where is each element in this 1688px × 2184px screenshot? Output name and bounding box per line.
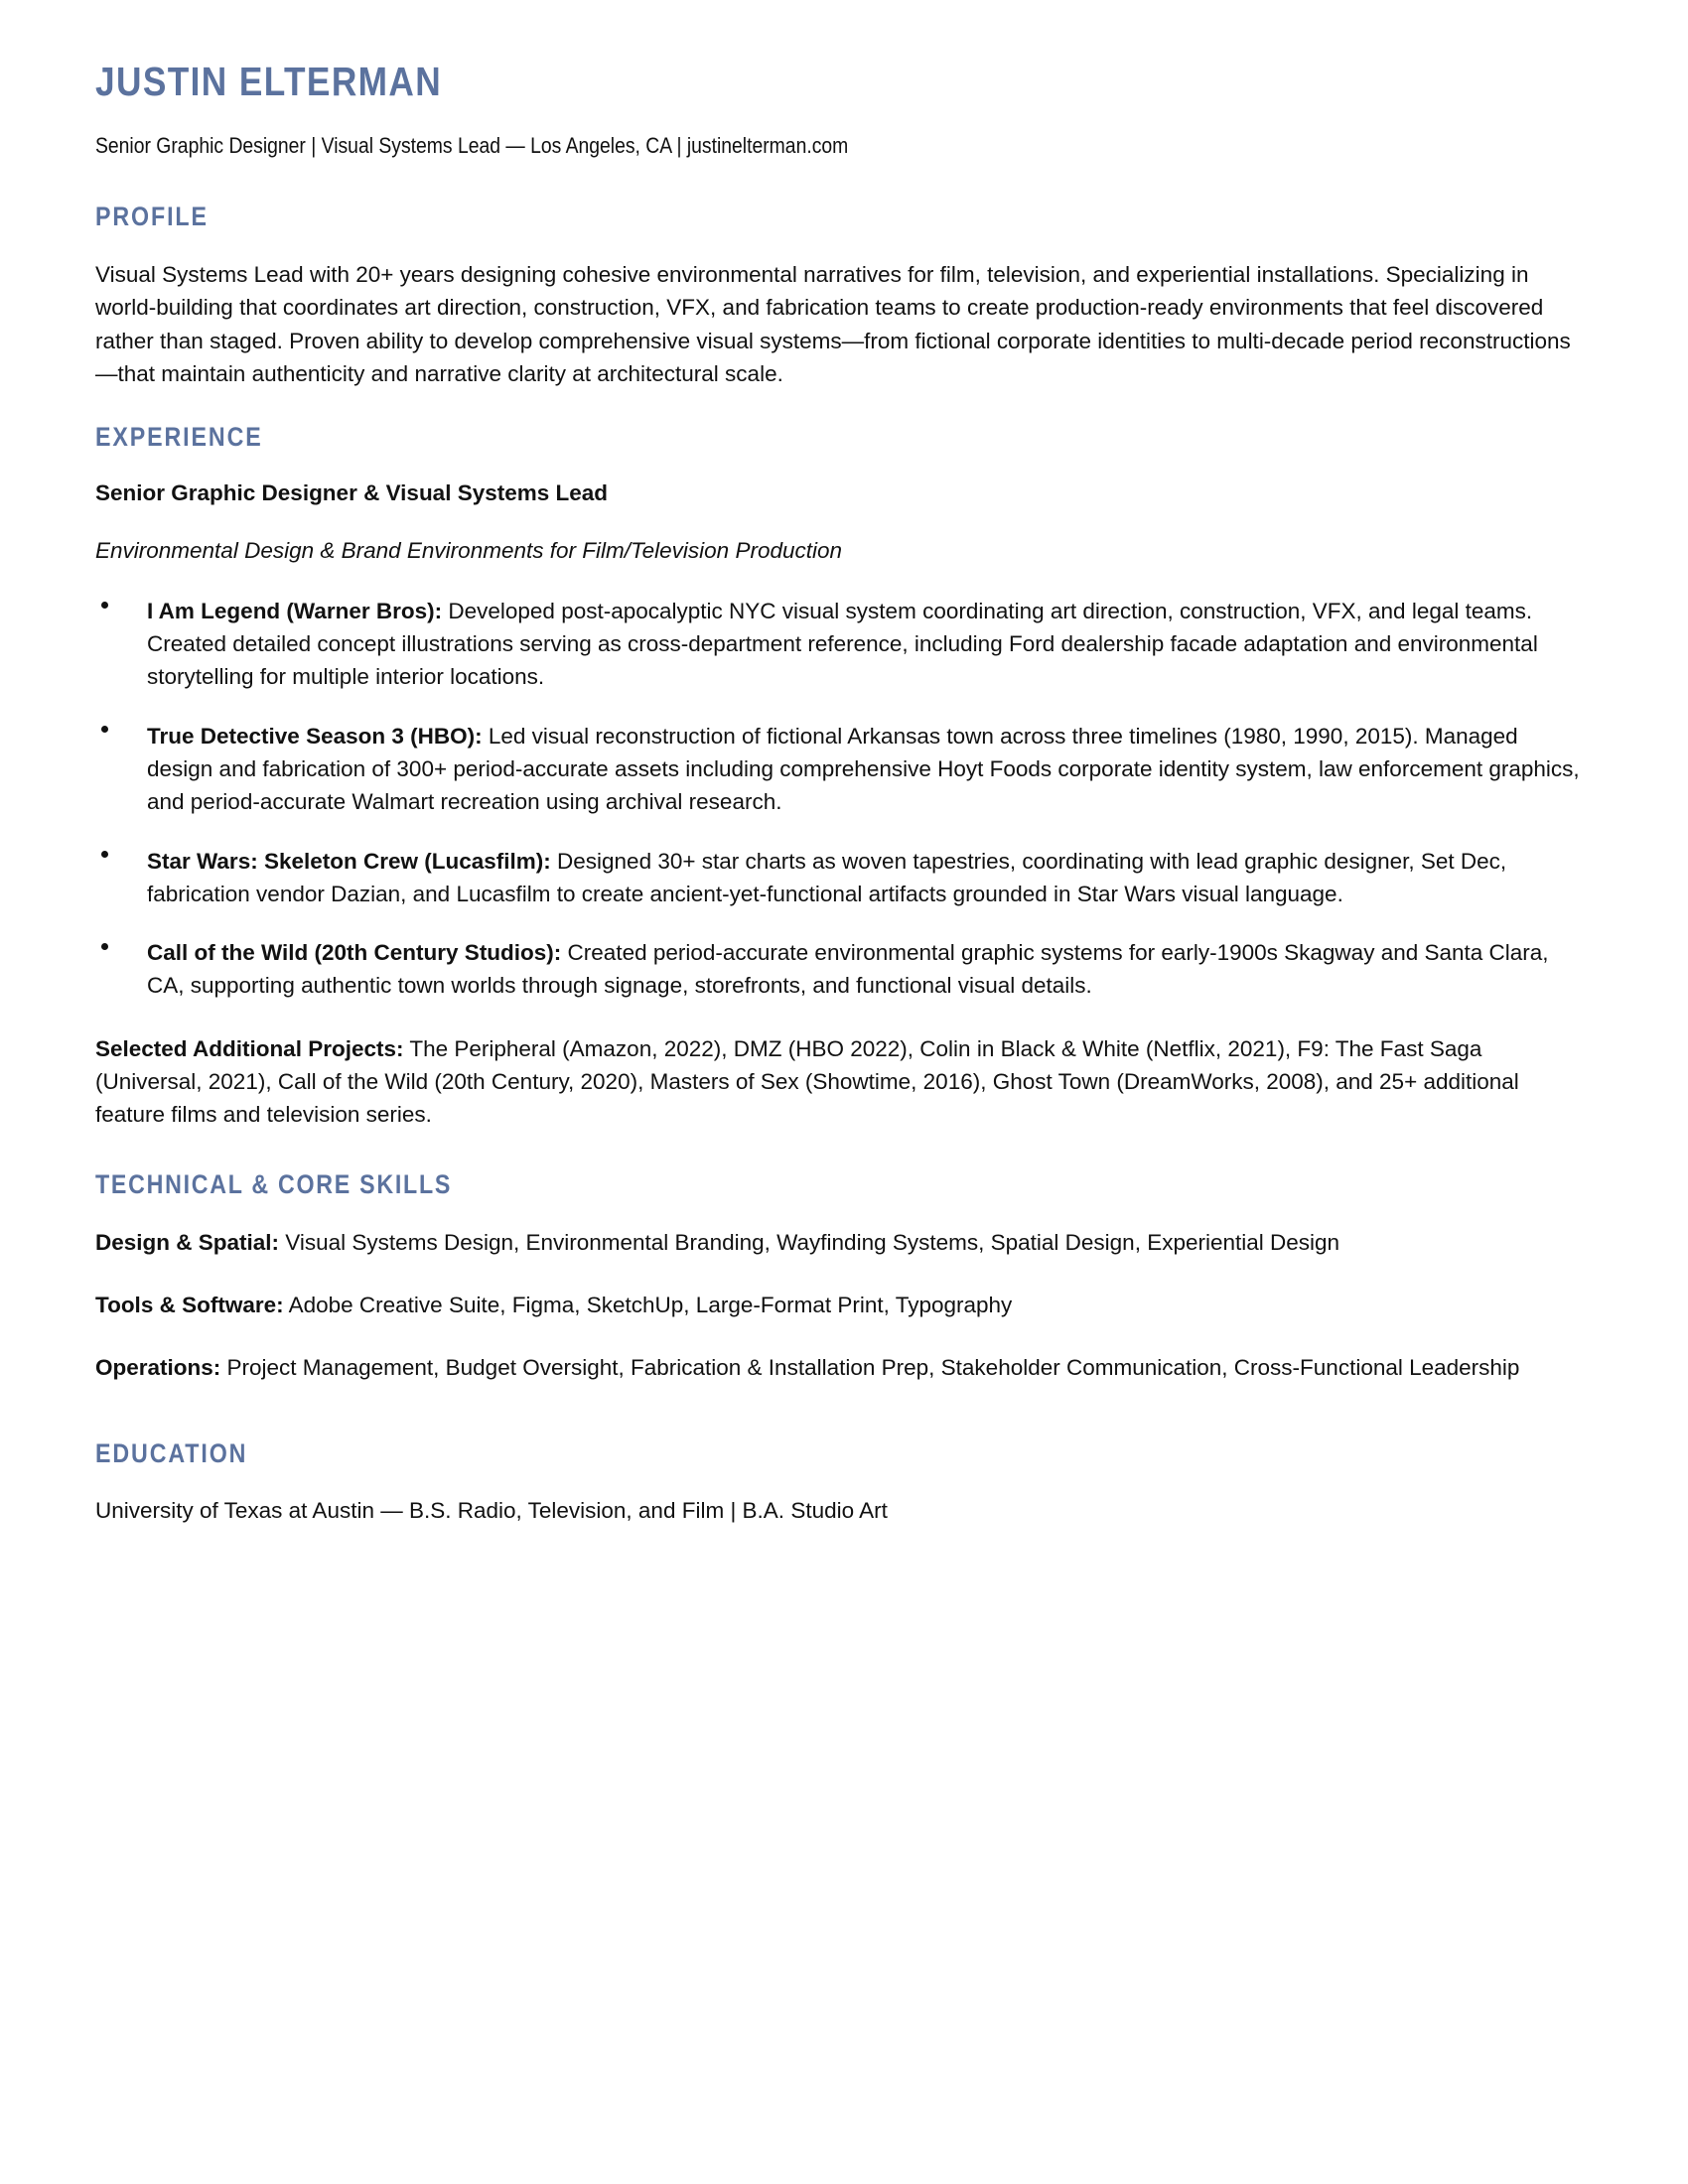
bullet-lead-label: I Am Legend (Warner Bros): bbox=[147, 598, 443, 623]
section-heading-education bbox=[95, 1437, 1589, 1468]
skill-group-design-spatial bbox=[95, 1226, 1585, 1259]
experience-bullet-item bbox=[95, 936, 1589, 1003]
bullet-body-text: Developed post-apocalyptic NYC visual system coordinating art direction, construction, VFX, and legal teams. Created detailed concept illustrations serving as cross-department reference, including Ford dealership facade adaptation and environmental storytelling for multiple interior locations. bbox=[147, 598, 1538, 690]
additional-projects-label: Selected Additional Projects: bbox=[95, 1035, 404, 1061]
section-heading-profile bbox=[95, 204, 1589, 230]
experience-bullet-list bbox=[95, 595, 1589, 1003]
bullet-lead-label: True Detective Season 3 (HBO): bbox=[147, 723, 483, 749]
job-title: Senior Graphic Designer & Visual Systems Lead bbox=[95, 480, 609, 506]
bullet-body-text: Led visual reconstruction of fictional Arkansas town across three timelines (1980, 1990, 2015). Managed design and fabrication of 300+ period-accurate assets including comprehensive Hoyt Foods corporate identity system, law enforcement graphics, and period-accurate Walmart recreation using archival research. bbox=[147, 723, 1580, 815]
skill-group-tools-software bbox=[95, 1289, 1585, 1321]
section-heading-skills bbox=[95, 1168, 1589, 1199]
section-heading-experience bbox=[95, 424, 1589, 451]
section-spacer bbox=[95, 1415, 1589, 1440]
experience-bullet-item bbox=[95, 595, 1589, 694]
contact-line bbox=[95, 132, 1589, 160]
bullet-lead-label: Call of the Wild (20th Century Studios): bbox=[147, 940, 562, 966]
section-heading-profile-text: PROFILE bbox=[95, 202, 209, 232]
skill-group-text: Project Management, Budget Oversight, Fabrication & Installation Prep, Stakeholder Communication, Cross-Functional Leadership bbox=[220, 1355, 1520, 1381]
additional-projects-text: The Peripheral (Amazon, 2022), DMZ (HBO 2022), Colin in Black & White (Netflix, 2021), F9: The Fast Saga (Universal, 2021), Call of the Wild (20th Century, 2020), Masters of Sex (Showtime, 2016), Ghost Town (DreamWorks, 2008), and 25+ additional feature films and television series. bbox=[95, 1035, 1519, 1128]
skill-group-operations bbox=[95, 1351, 1585, 1384]
candidate-name-text: JUSTIN ELTERMAN bbox=[95, 59, 443, 104]
bullet-body-text: Created period-accurate environmental graphic systems for early-1900s Skagway and Santa Clara, CA, supporting authentic town worlds through signage, storefronts, and functional visual details. bbox=[147, 940, 1549, 999]
experience-bullet-item bbox=[95, 845, 1589, 911]
candidate-name bbox=[95, 59, 1589, 104]
profile-paragraph: Visual Systems Lead with 20+ years designing cohesive environmental narratives for film, television, and experiential installations. Specializing in world-building that coordinates art direction, construction, VFX, and fabrication teams to create production-ready environments that feel discovered rather than staged. Proven ability to develop comprehensive visual systems—from fictional corporate identities to multi-decade period reconstructions—that maintain authenticity and narrative clarity at architectural scale. bbox=[95, 262, 1571, 387]
bullet-dot-icon bbox=[101, 602, 108, 609]
section-heading-education-text: EDUCATION bbox=[95, 1437, 248, 1468]
bullet-lead-label: Star Wars: Skeleton Crew (Lucasfilm): bbox=[147, 848, 551, 874]
job-subtitle: Environmental Design & Brand Environments for Film/Television Production bbox=[95, 537, 843, 563]
section-heading-skills-text: TECHNICAL & CORE SKILLS bbox=[95, 1168, 453, 1199]
skill-group-label: Design & Spatial: bbox=[95, 1229, 280, 1255]
skill-group-label: Operations: bbox=[95, 1355, 221, 1381]
experience-bullet-item bbox=[95, 720, 1589, 819]
additional-projects-paragraph bbox=[95, 1032, 1585, 1132]
bullet-dot-icon bbox=[101, 851, 108, 858]
skill-group-text: Visual Systems Design, Environmental Branding, Wayfinding Systems, Spatial Design, Experiential Design bbox=[279, 1229, 1340, 1255]
section-heading-experience-text: EXPERIENCE bbox=[95, 422, 263, 453]
bullet-body-text: Designed 30+ star charts as woven tapestries, coordinating with lead graphic designer, Set Dec, fabrication vendor Dazian, and Lucasfilm to create ancient-yet-functional artifacts grounded in Star Wars visual language. bbox=[147, 848, 1507, 906]
skill-group-label: Tools & Software: bbox=[95, 1292, 284, 1317]
bullet-dot-icon bbox=[101, 943, 108, 950]
skill-group-text: Adobe Creative Suite, Figma, SketchUp, Large-Format Print, Typography bbox=[283, 1292, 1013, 1317]
education-entry: University of Texas at Austin — B.S. Radio, Television, and Film | B.A. Studio Art bbox=[95, 1497, 888, 1523]
contact-line-text: Senior Graphic Designer | Visual Systems Lead — Los Angeles, CA | justinelterman.com bbox=[95, 133, 849, 158]
bullet-dot-icon bbox=[101, 726, 108, 733]
